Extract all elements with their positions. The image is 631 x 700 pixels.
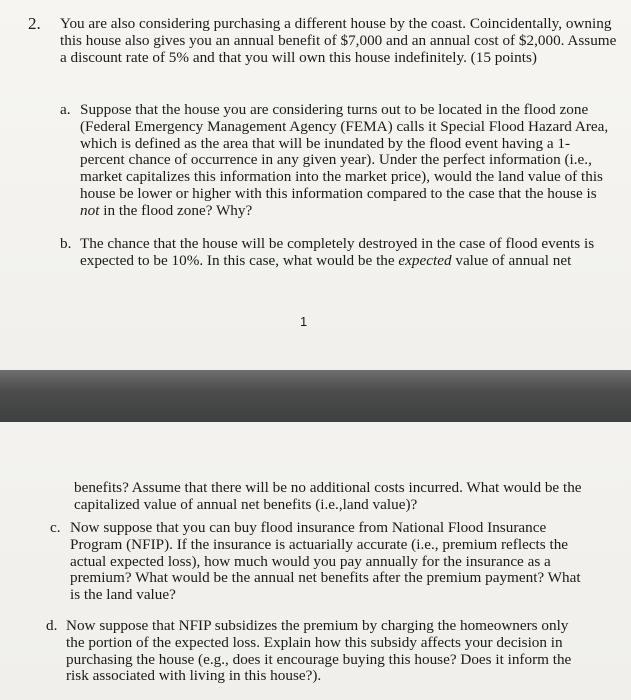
part-a-text-1: Suppose that the house you are considering turns out to be located in the flood zone (Federal Emergency Management Agency (FEMA) calls it Special Flood Hazard Area, which is defined as the area that will be inundated by the flood event having a 1-percent chance of occurrence in any given year). Under the perfect information (i.e., market capitalizes this information into the market price), would the land value of this house be lower or higher with this information compared to the case that the house is bbox=[80, 101, 609, 202]
part-b-text-2: value of annual net bbox=[451, 251, 572, 269]
part-d-label: d. bbox=[46, 617, 58, 634]
question-intro: You are also considering purchasing a different house by the coast. Coincidentally, owning this house also gives you an annual benefit of $7,000 and an annual cost of $2,000. Assume a discount rate of 5% and that you will own this house indefinitely. (15 points) bbox=[60, 15, 617, 66]
part-c-text: Now suppose that you can buy flood insurance from National Flood Insurance Program (NFIP). If the insurance is actuarially accurate (i.e., premium reflects the actual expected loss), how much would you pay annually for the insurance as a premium? What would be the annual net benefits after the premium payment? What is the land value? bbox=[70, 519, 581, 604]
page-number: 1 bbox=[300, 314, 308, 329]
part-b-emphasis: expected bbox=[398, 251, 452, 269]
part-b-continued: benefits? Assume that there will be no additional costs incurred. What would be the capitalized value of annual net benefits (i.e.,land value)? bbox=[74, 479, 582, 513]
part-a-label: a. bbox=[60, 101, 71, 118]
part-c-label: c. bbox=[50, 519, 61, 536]
part-b-text-1: The chance that the house will be completely destroyed in the case of flood events is expected to be 10%. In this case, what would be the bbox=[80, 235, 595, 269]
part-a-emphasis: not bbox=[80, 201, 100, 219]
part-d-text: Now suppose that NFIP subsidizes the premium by charging the homeowners only the portion of the expected loss. Explain how this subsidy affects your decision in purchasing the house (e.g., does it encourage buying this house? Does it inform the risk associated with living in this house?). bbox=[66, 617, 572, 685]
part-b-label: b. bbox=[60, 235, 72, 252]
question-number: 2. bbox=[28, 14, 41, 33]
part-b-text bbox=[80, 236, 610, 270]
part-a-text-2: in the flood zone? Why? bbox=[99, 201, 253, 219]
page-gap bbox=[0, 370, 631, 422]
part-a-text bbox=[80, 102, 610, 220]
